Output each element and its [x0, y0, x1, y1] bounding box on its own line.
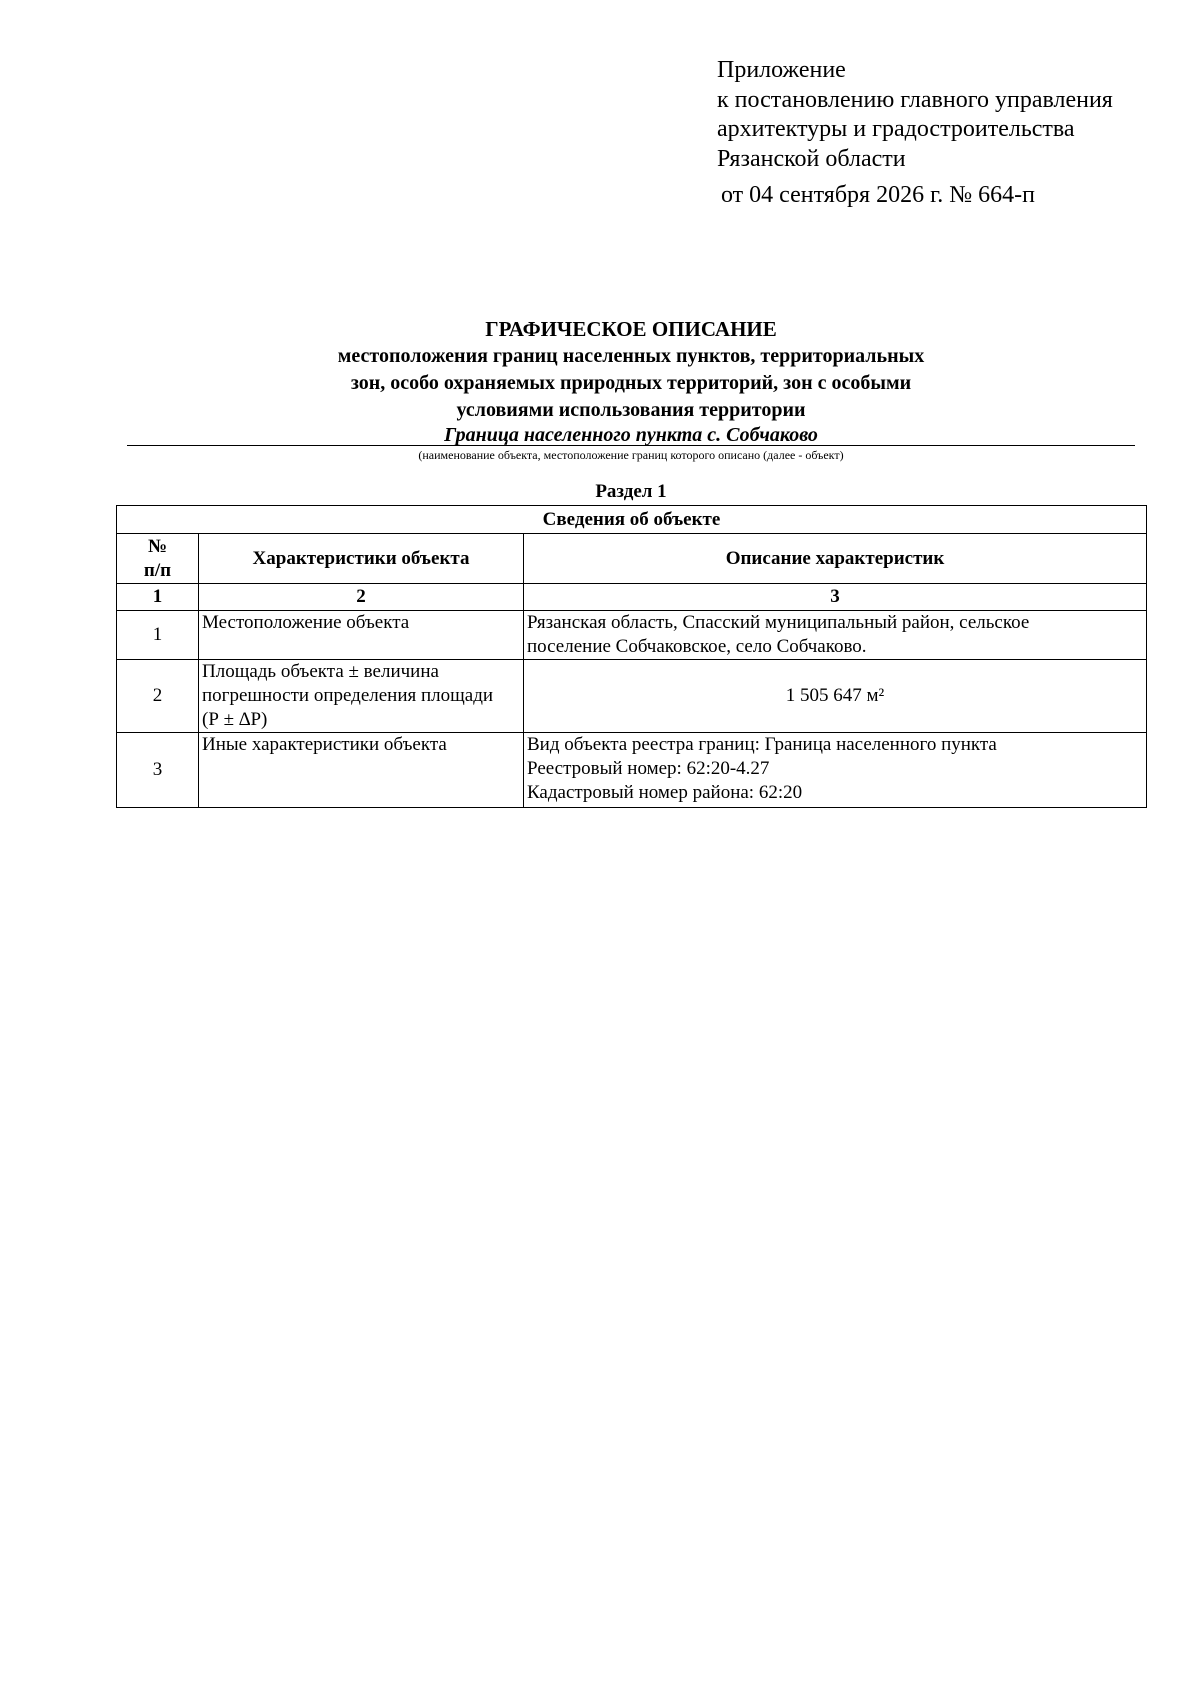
table-header-row: [117, 534, 1147, 584]
table-row: [117, 733, 1147, 808]
object-name-underline: [127, 445, 1135, 446]
title-subtitle-line-1: местоположения границ населенных пунктов, территориальных: [337, 345, 925, 367]
table-row: [117, 611, 1147, 660]
appendix-header: [717, 56, 1177, 211]
object-info-table: [116, 505, 1147, 808]
object-name-caption: (наименование объекта, местоположение границ которого описано (далее - объект): [418, 448, 844, 462]
row-characteristic: Местоположение объекта: [199, 611, 524, 660]
row-description: [524, 733, 1147, 808]
description-line: поселение Собчаковское, село Собчаково.: [527, 636, 867, 657]
description-line: Вид объекта реестра границ: Граница населенного пункта: [527, 734, 997, 755]
area-unit: м²: [866, 685, 885, 706]
row-description: [524, 660, 1147, 733]
object-name: Граница населенного пункта с. Собчаково: [444, 424, 818, 446]
index-cell-2: 2: [199, 584, 524, 611]
row-num: 3: [117, 733, 199, 808]
area-value: 1 505 647: [785, 685, 862, 706]
characteristic-line: Площадь объекта ± величина: [202, 661, 439, 682]
table-title-row: [117, 506, 1147, 534]
title-subtitle-line-2: зон, особо охраняемых природных территорий, зон с особыми: [350, 372, 912, 394]
characteristic-line: (Р ± ∆Р): [202, 709, 268, 730]
document-title: [127, 316, 1135, 446]
appendix-line-2: к постановлению главного управления: [717, 86, 1113, 113]
index-cell-1: 1: [117, 584, 199, 611]
appendix-line-1: Приложение: [717, 57, 846, 83]
table-index-row: [117, 584, 1147, 611]
index-cell-3: 3: [524, 584, 1147, 611]
description-line: Рязанская область, Спасский муниципальный район, сельское: [527, 612, 1030, 633]
title-main: ГРАФИЧЕСКОЕ ОПИСАНИЕ: [485, 317, 777, 341]
row-characteristic: [199, 660, 524, 733]
row-characteristic: Иные характеристики объекта: [199, 733, 524, 808]
description-line: Реестровый номер: 62:20-4.27: [527, 758, 770, 779]
section-title: Раздел 1: [595, 481, 667, 502]
header-num: [117, 534, 199, 584]
table-row: [117, 660, 1147, 733]
appendix-line-3: архитектуры и градостроительства: [717, 116, 1075, 142]
table-title: Сведения об объекте: [117, 506, 1147, 534]
row-description: [524, 611, 1147, 660]
header-description: Описание характеристик: [524, 534, 1147, 584]
header-num-line-2: п/п: [143, 559, 172, 581]
header-num-line-1: №: [147, 535, 168, 557]
characteristic-line: погрешности определения площади: [202, 685, 494, 706]
row-num: 1: [117, 611, 199, 660]
description-line: Кадастровый номер района: 62:20: [527, 782, 803, 803]
header-characteristics: Характеристики объекта: [199, 534, 524, 584]
title-subtitle-line-3: условиями использования территории: [456, 399, 806, 421]
appendix-date-number: от 04 сентября 2026 г. № 664-п: [721, 182, 1035, 208]
row-num: 2: [117, 660, 199, 733]
appendix-line-4: Рязанской области: [717, 145, 906, 172]
